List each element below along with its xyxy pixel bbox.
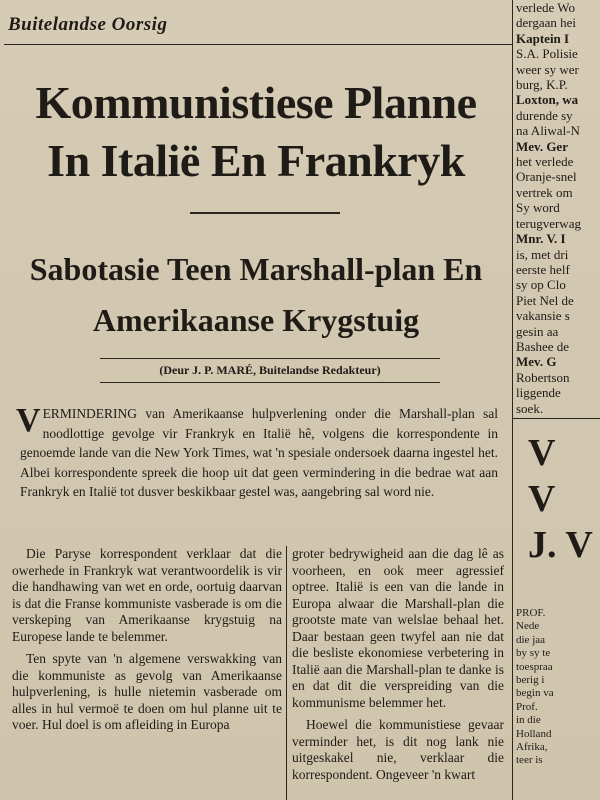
sidebar-line: begin va (516, 687, 554, 700)
sidebar-line: Holland (516, 727, 552, 740)
sidebar-line: burg, K.P. (516, 77, 568, 93)
paragraph: Die Paryse korrespondent verklaar dat die owerhede in Frankryk wat verantwoordelik is vir die handhawing van wet en orde, oortuig daarvan is dat die Franse kommuniste vasberade is om die verskeping van Amerikaanse krygstuig na Europese lande te belemmer. (12, 546, 282, 644)
byline: (Deur J. P. MARÉ, Buitelandse Redakteur) (159, 363, 381, 377)
sidebar-line: gesin aa (516, 323, 559, 339)
sidebar-line: in die (516, 714, 541, 727)
headline-line-2: In Italië En Frankryk (47, 135, 465, 186)
sidebar-top-column (516, 0, 600, 416)
sidebar-line: Robertson (516, 369, 570, 385)
sidebar-big-letter: J. V (528, 524, 593, 566)
subheadline-line-1: Sabotasie Teen Marshall-plan En (29, 251, 483, 287)
byline-rule-top (100, 358, 440, 359)
column-divider (286, 546, 287, 800)
body-column-2 (292, 546, 504, 789)
sidebar-line: liggende (516, 385, 561, 401)
sidebar-line: vertrek om (516, 184, 573, 200)
sidebar-big-letter: V (528, 478, 556, 520)
section-rule (4, 44, 512, 45)
sidebar-big-letter: V (528, 432, 556, 474)
sidebar-line: Nede (516, 620, 540, 633)
sidebar-line: S.A. Polisie (516, 46, 578, 62)
paragraph: Hoewel die kommunistiese gevaar verminder het, is dit nog lank nie uitgeskakel nie, verklaar die korrespondent. Ongeveer 'n kwart (292, 717, 504, 782)
sidebar-line: PROF. (516, 607, 546, 619)
sidebar-line: terugverwag (516, 215, 581, 231)
intro-text: ERMINDERING van Amerikaanse hulpverlening onder die Marshall-plan sal noodlottige gevolge vir Frankryk en Italië hê, volgens die korrespondente in genoemde lande van die New York Times, wat 'n spesiale ondersoek daarna ingestel het. Albei korrespondente spreek die hoop uit dat geen vermindering in die bedrae wat aan Frankryk en Italië tot dusver beskikbaar gestel was, aangebring sal word nie. (20, 406, 498, 500)
paragraph: groter bedrywigheid aan die dag lê as voorheen, en ook meer agressief optree. Italië is een van die lande in Europa alwaar die Marshall-plan die grootste mate van welslae behaal het. Daar bestaan geen twyfel aan nie dat die besliste ekonomiese verbetering in Italië aan die Marshall-plan te danke is en dat dit die verspreiding van die kommunisme belemmer het. (292, 546, 504, 710)
sidebar-line: die jaa (516, 633, 546, 646)
sidebar-line: Bashee de (516, 338, 570, 354)
sidebar-line: sy op Clo (516, 277, 566, 293)
sidebar-line: soek. (516, 400, 544, 416)
sidebar-line: Sy word (516, 200, 560, 216)
sidebar-bottom-column (516, 607, 600, 768)
headline-line-1: Kommunistiese Planne (35, 77, 477, 128)
intro-paragraph (16, 402, 498, 502)
sidebar-line: Prof. (516, 700, 538, 713)
sidebar-line: is, met dri (516, 246, 569, 262)
sidebar-line: Piet Nel de (516, 292, 574, 308)
column-divider (512, 0, 513, 800)
body-column-1 (12, 546, 282, 740)
sidebar-line: na Aliwal-N (516, 123, 580, 139)
subheadline-line-2: Amerikaanse Krygstuig (92, 302, 420, 338)
sidebar-line: Mev. G (516, 354, 557, 370)
sidebar-line: by sy te (516, 647, 551, 660)
sidebar-line: toespraa (516, 660, 553, 673)
sidebar-line: durende sy (516, 107, 573, 123)
sidebar-line: verlede Wo (516, 0, 575, 15)
headline-divider (190, 212, 340, 214)
sidebar-line: berig i (516, 674, 545, 687)
sidebar-line: vakansie s (516, 308, 570, 324)
sidebar-line: het verlede (516, 154, 574, 170)
sidebar-line: Afrika, (516, 741, 548, 754)
sidebar-rule (512, 418, 600, 419)
sidebar-line: teer is (516, 754, 543, 767)
sidebar-line: Kaptein I (516, 30, 570, 46)
sidebar-line: weer sy wer (516, 61, 579, 77)
sidebar-line: dergaan hei (516, 15, 577, 31)
sidebar-line: Mev. Ger (516, 138, 568, 154)
sidebar-line: Mnr. V. I (516, 231, 566, 247)
sidebar-line: Loxton, wa (516, 92, 579, 108)
sidebar-line: Oranje-snel (516, 169, 577, 185)
section-label: Buitelandse Oorsig (8, 14, 168, 35)
drop-cap: V (16, 402, 41, 439)
sidebar-headline (516, 430, 600, 568)
byline-rule-bottom (100, 382, 440, 383)
paragraph: Ten spyte van 'n algemene verswakking van die kommuniste as gevolg van Amerikaanse hulpverlening, is hulle nietemin vasberade om alles in hul vermoë te doen om hul planne uit te voer. Hul doel is om afleiding in Europa (12, 651, 282, 732)
sidebar-line: eerste helf (516, 261, 570, 277)
